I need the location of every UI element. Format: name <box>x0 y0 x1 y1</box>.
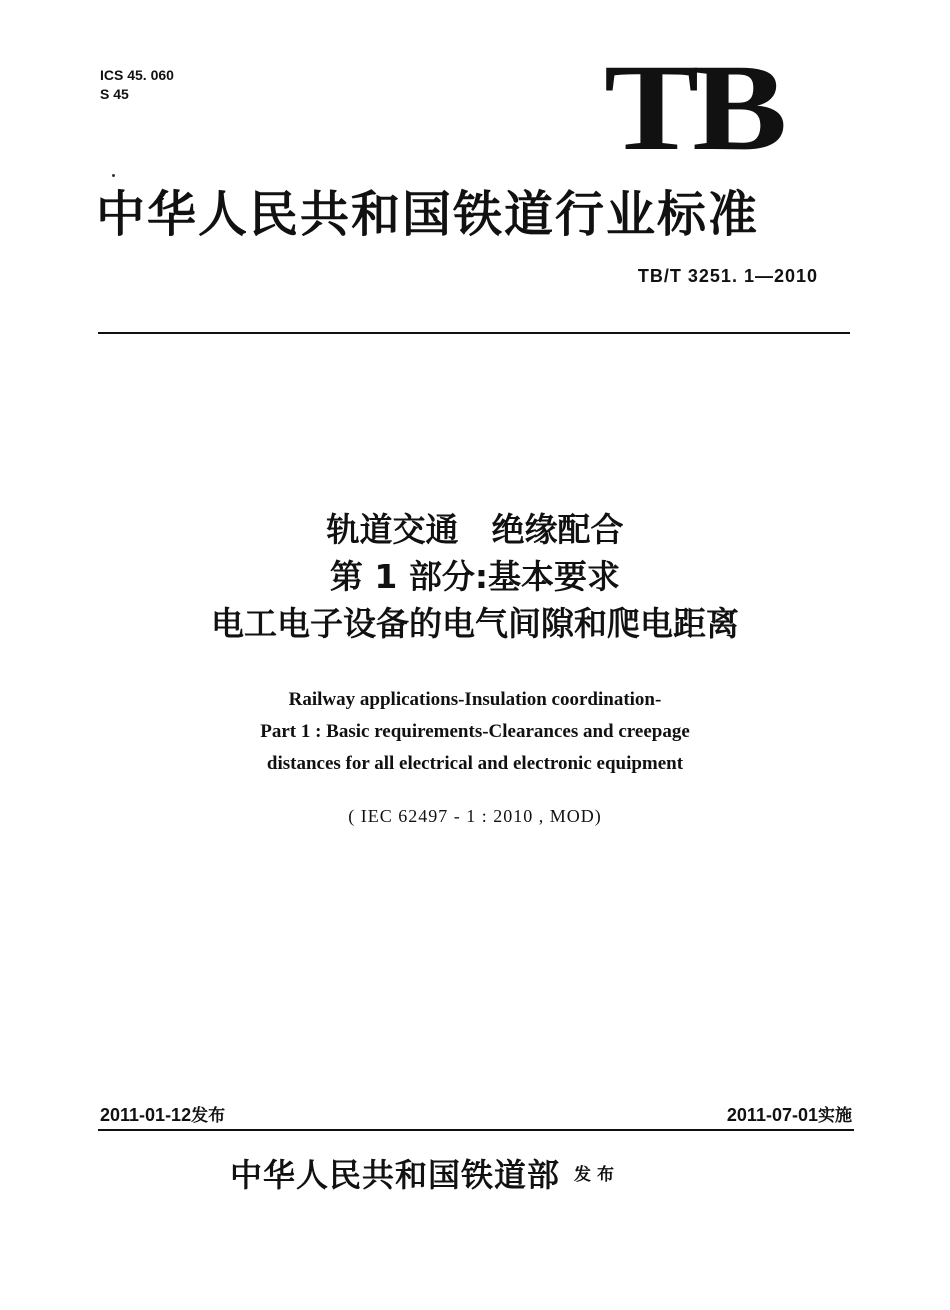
chinese-title-line-1: 轨道交通 绝缘配合 <box>326 510 624 549</box>
ics-code: ICS 45. 060 <box>100 67 174 83</box>
issue-label: 发布 <box>191 1106 226 1126</box>
chinese-title-line-2: 第 1 部分:基本要求 <box>329 557 621 596</box>
implementation-label: 实施 <box>818 1106 852 1126</box>
chinese-title-line-3: 电工电子设备的电气间隙和爬电距离 <box>211 604 739 643</box>
english-title-line-3: distances for all electrical and electronic equipment <box>266 753 684 774</box>
scan-speck <box>112 174 115 177</box>
standard-number: TB/T 3251. 1—2010 <box>637 266 818 286</box>
publisher-label: 发布 <box>574 1165 621 1185</box>
issue-date-block <box>100 1103 225 1128</box>
english-title-line-2: Part 1 : Basic requirements-Clearances and creepage <box>260 721 690 742</box>
implementation-date: 2011-07-01 <box>726 1105 818 1125</box>
chinese-title <box>75 506 875 647</box>
implementation-date-block <box>560 1103 852 1128</box>
industry-standard-title: 中华人民共和国铁道行业标准 <box>96 185 760 243</box>
top-divider <box>98 332 850 334</box>
english-title <box>75 684 875 780</box>
issue-date: 2011-01-12 <box>100 1105 192 1125</box>
publisher-name: 中华人民共和国铁道部 <box>230 1156 561 1194</box>
iec-reference: ( IEC 62497 - 1 : 2010 , MOD) <box>348 806 602 826</box>
english-title-line-1: Railway applications-Insulation coordination- <box>288 689 662 710</box>
category-code: S 45 <box>100 86 129 102</box>
tb-logo: TB <box>604 39 781 176</box>
bottom-divider <box>98 1129 854 1131</box>
classification-codes <box>100 66 174 104</box>
publisher-block <box>230 1153 620 1197</box>
